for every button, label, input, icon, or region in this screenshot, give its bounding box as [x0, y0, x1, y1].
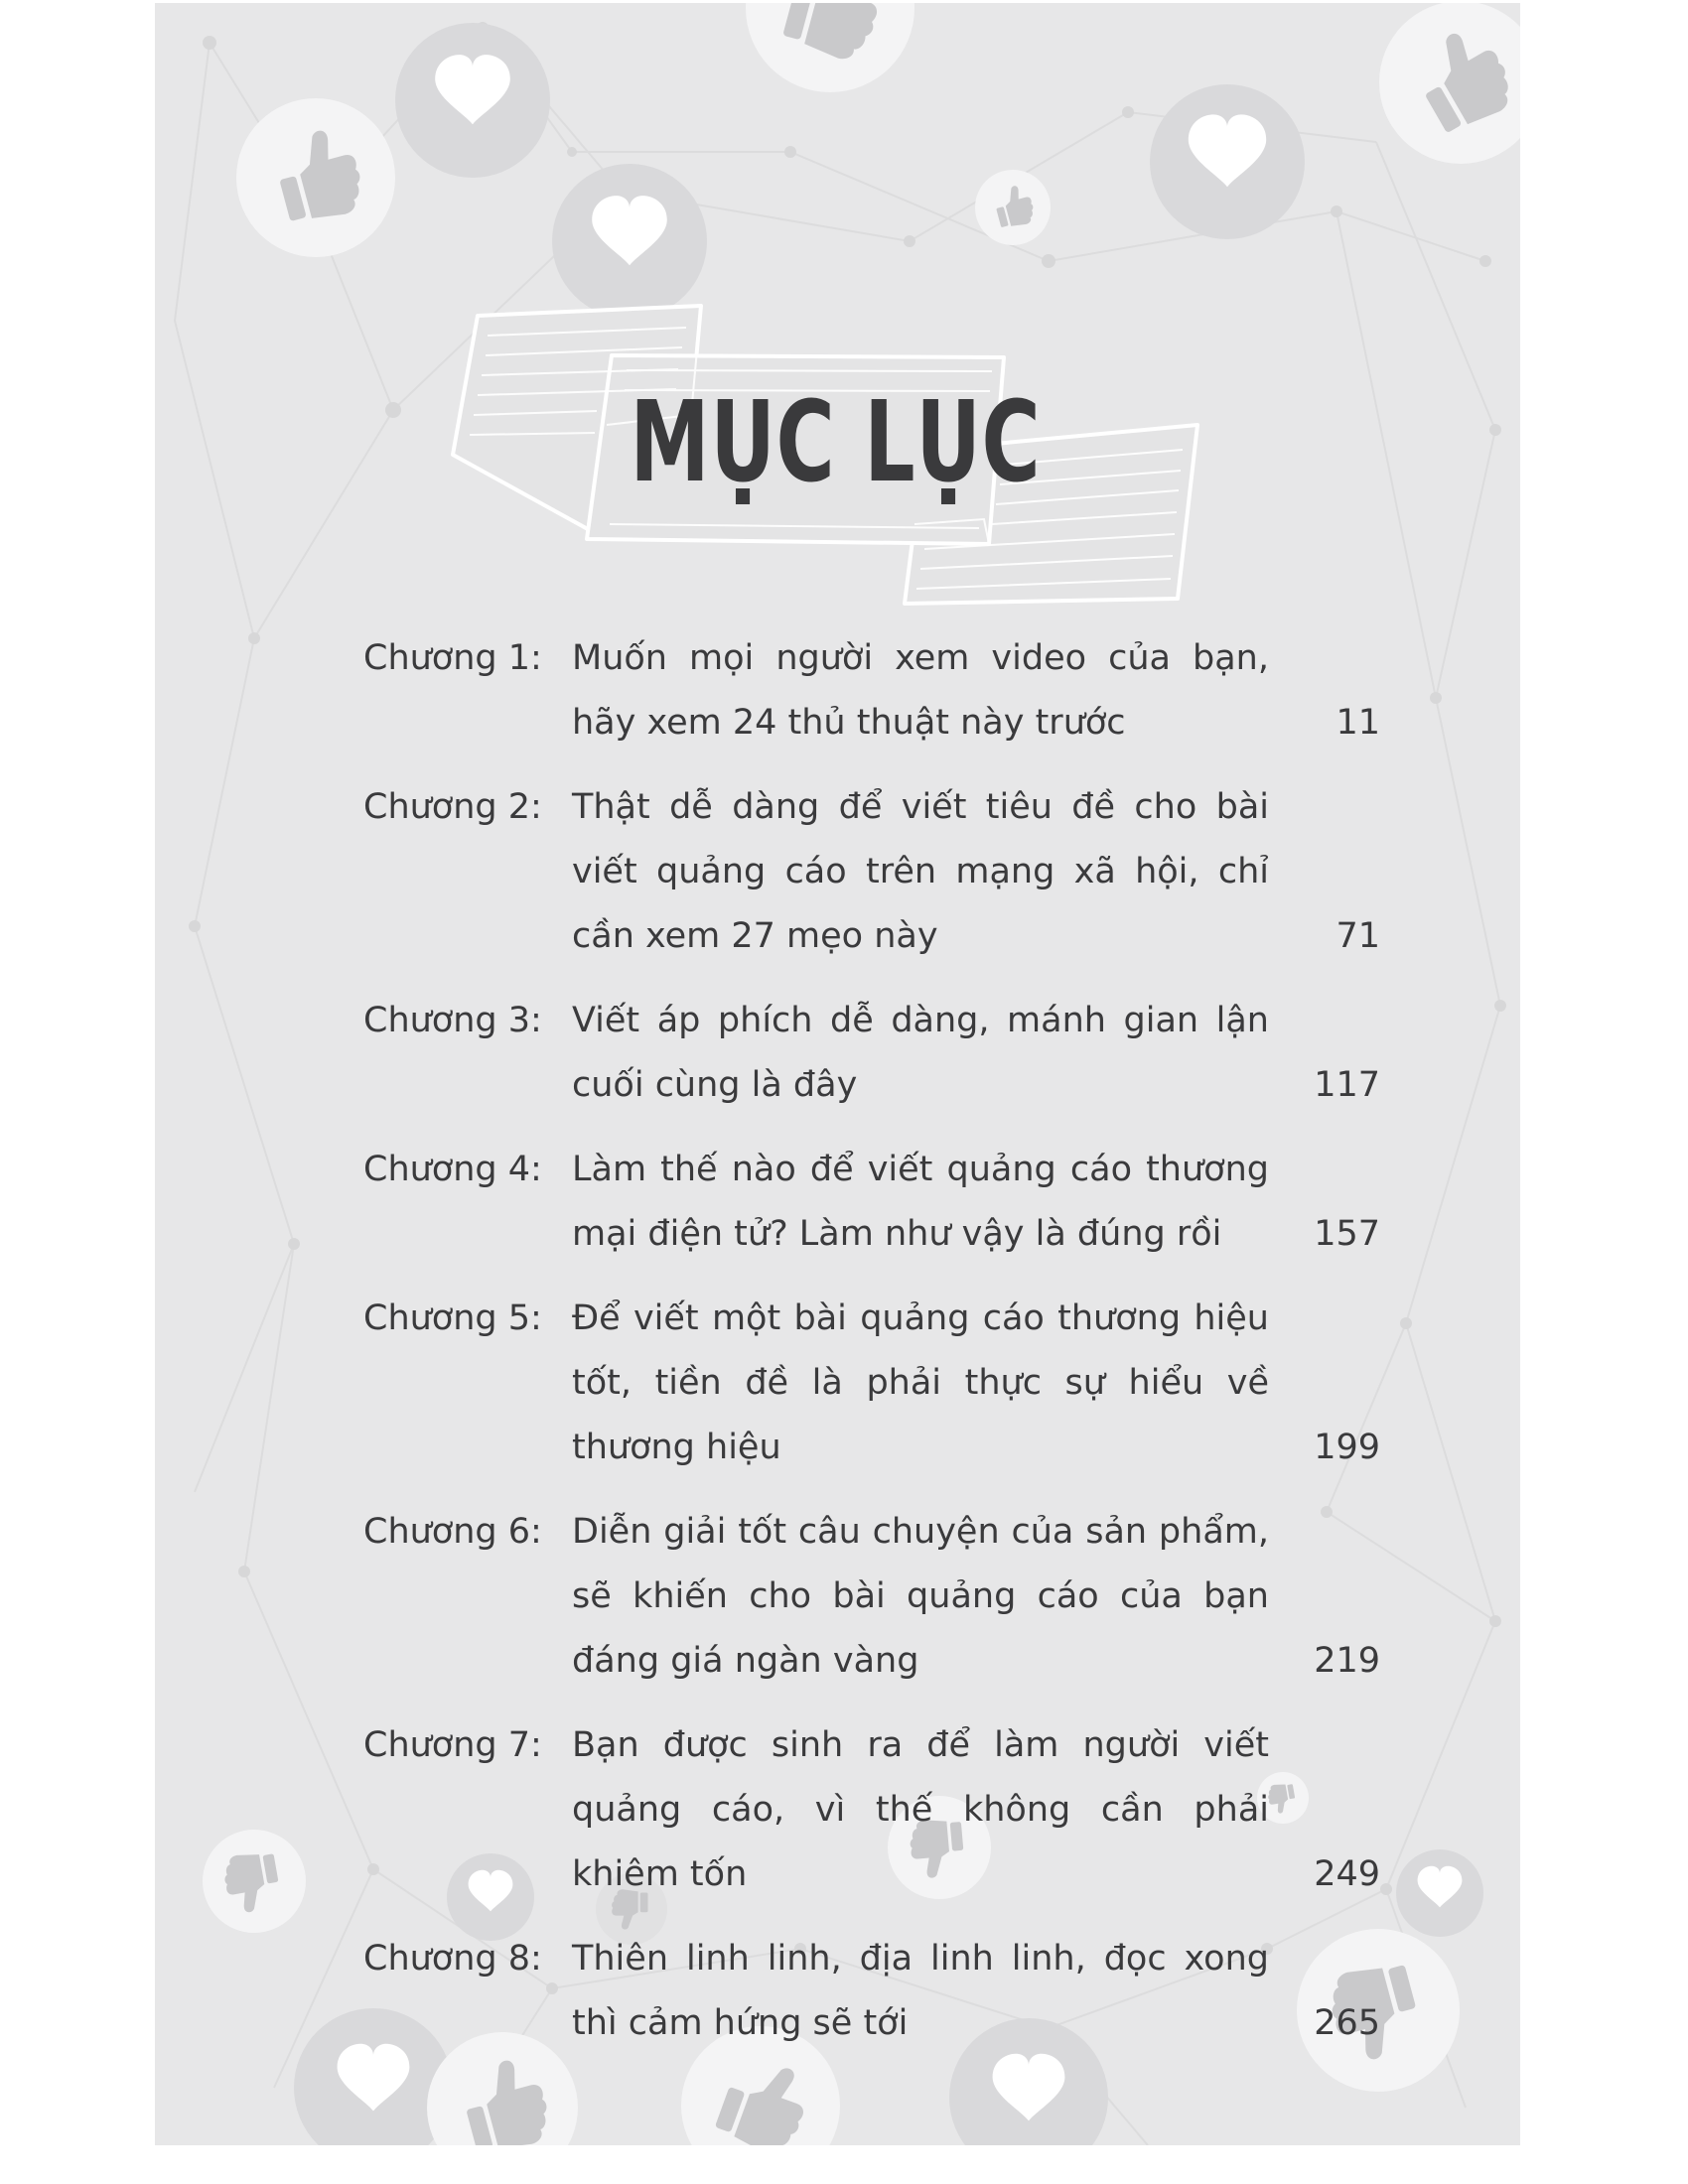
chapter-label: Chương 1: [363, 638, 542, 678]
thumbs-up-icon [236, 98, 395, 257]
toc-entry[interactable] [363, 1138, 1476, 1267]
chapter-label: Chương 5: [363, 1298, 542, 1338]
chapter-title: Để viết một bài quảng cáo thương hiệu tốt, tiền đề là phải thực sự hiểu về thương hiệu [572, 1298, 1269, 1467]
chapter-label: Chương 6: [363, 1512, 542, 1552]
thumbs-up-icon [746, 3, 914, 92]
chapter-title: Diễn giải tốt câu chuyện của sản phẩm, sẽ khiến cho bài quảng cáo của bạn đáng giá ngàn vàng [572, 1512, 1269, 1681]
chapter-title: Muốn mọi người xem video của bạn, hãy xem 24 thủ thuật này trước [572, 638, 1269, 743]
page-number: 219 [1314, 1641, 1380, 1681]
page-number: 249 [1314, 1854, 1380, 1894]
page-number: 199 [1314, 1428, 1380, 1467]
page-number: 11 [1336, 703, 1380, 743]
heart-icon [1150, 84, 1305, 239]
chapter-title: Viết áp phích dễ dàng, mánh gian lận cuối cùng là đây [572, 1001, 1269, 1105]
page-number: 157 [1314, 1214, 1380, 1254]
chapter-label: Chương 4: [363, 1150, 542, 1189]
toc-entry[interactable] [363, 1287, 1476, 1480]
thumbs-down-icon [203, 1830, 306, 1933]
page-title: MỤC LỤC [630, 378, 1042, 507]
page-number: 71 [1336, 916, 1380, 956]
table-of-contents [363, 626, 1476, 2076]
page-number: 117 [1314, 1065, 1380, 1105]
toc-entry[interactable] [363, 775, 1476, 969]
toc-entry[interactable] [363, 1500, 1476, 1694]
chapter-label: Chương 8: [363, 1939, 542, 1979]
chapter-title: Làm thế nào để viết quảng cáo thương mại điện tử? Làm như vậy là đúng rồi [572, 1150, 1269, 1254]
toc-entry[interactable] [363, 989, 1476, 1118]
chapter-label: Chương 3: [363, 1001, 542, 1040]
book-page [155, 3, 1520, 2145]
thumbs-up-icon [1379, 3, 1520, 164]
page-number: 265 [1314, 2003, 1380, 2043]
chapter-title: Thật dễ dàng để viết tiêu đề cho bài viết quảng cáo trên mạng xã hội, chỉ cần xem 27 mẹo này [572, 787, 1269, 956]
toc-entry[interactable] [363, 626, 1476, 755]
heart-icon [395, 23, 550, 178]
thumbs-up-icon [975, 170, 1051, 245]
chapter-label: Chương 7: [363, 1725, 542, 1765]
toc-entry[interactable] [363, 1927, 1476, 2056]
chapter-title: Thiên linh linh, địa linh linh, đọc xong thì cảm hứng sẽ tới [572, 1939, 1269, 2043]
chapter-label: Chương 2: [363, 787, 542, 827]
chapter-title: Bạn được sinh ra để làm người viết quảng cáo, vì thế không cần phải khiêm tốn [572, 1725, 1269, 1894]
toc-entry[interactable] [363, 1713, 1476, 1907]
